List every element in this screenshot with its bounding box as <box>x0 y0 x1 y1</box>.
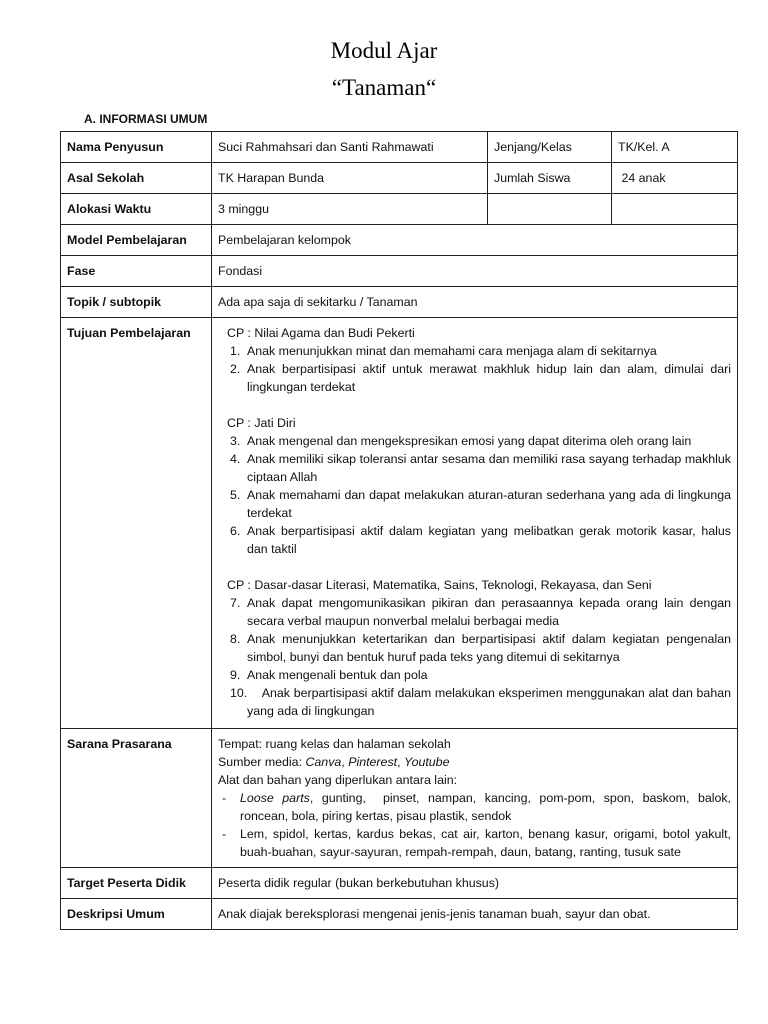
siswa-value: 24 anak <box>612 163 738 194</box>
fase-label: Fase <box>61 256 212 287</box>
table-row <box>61 287 738 318</box>
list-number: 3. <box>230 434 241 448</box>
table-row <box>61 132 738 163</box>
list-item <box>218 342 731 360</box>
deskripsi-label: Deskripsi Umum <box>61 899 212 930</box>
sekolah-value: TK Harapan Bunda <box>212 163 488 194</box>
list-item <box>218 450 731 486</box>
table-row <box>61 729 738 868</box>
sekolah-label: Asal Sekolah <box>61 163 212 194</box>
jenjang-value: TK/Kel. A <box>612 132 738 163</box>
list-item <box>218 486 731 522</box>
list-item <box>218 432 731 450</box>
document-subtitle: “Tanaman“ <box>331 75 437 100</box>
siswa-label: Jumlah Siswa <box>488 163 612 194</box>
media-pinterest: Pinterest <box>348 755 398 769</box>
cp-heading: CP : Nilai Agama dan Budi Pekerti <box>227 326 415 340</box>
objective-text: Anak mengenal dan mengekspresikan emosi yang dapat diterima oleh orang lain <box>247 434 692 448</box>
list-number: 8. <box>230 632 241 646</box>
sarana-content <box>212 729 738 868</box>
objective-text: Anak berpartisipasi aktif dalam kegiatan yang melibatkan gerak motorik kasar, halus dan taktil <box>247 524 731 556</box>
table-row <box>61 194 738 225</box>
table-row <box>61 899 738 930</box>
list-item <box>218 522 731 558</box>
objective-text: Anak berpartisipasi aktif untuk merawat makhluk hidup lain dan alam, dimulai dari lingkungan terdekat <box>247 362 731 394</box>
info-table <box>60 131 738 930</box>
list-number: 10. <box>230 686 248 700</box>
objective-text: Anak memiliki sikap toleransi antar sesama dan memiliki rasa sayang terhadap makhluk ciptaan Allah <box>247 452 731 484</box>
list-number: 1. <box>230 344 241 358</box>
objective-text: Anak berpartisipasi aktif dalam melakukan eksperimen menggunakan alat dan bahan yang ada di lingkungan <box>247 686 735 718</box>
empty-cell <box>488 194 612 225</box>
objective-list <box>218 432 731 558</box>
table-row <box>61 318 738 729</box>
fase-value: Fondasi <box>212 256 738 287</box>
list-number: 2. <box>230 362 241 376</box>
table-row <box>61 163 738 194</box>
target-value: Peserta didik regular (bukan berkebutuhan khusus) <box>212 868 738 899</box>
empty-cell <box>612 194 738 225</box>
table-row <box>61 256 738 287</box>
objective-text: Anak mengenali bentuk dan pola <box>247 668 428 682</box>
item-text: , gunting, pinset, nampan, kancing, pom-pom, spon, baskom, balok, roncean, bola, piring kertas, pisau plastik, sendok <box>240 791 735 823</box>
tujuan-label: Tujuan Pembelajaran <box>61 318 212 729</box>
list-item <box>218 684 735 720</box>
model-label: Model Pembelajaran <box>61 225 212 256</box>
target-label: Target Peserta Didik <box>61 868 212 899</box>
media-canva: Canva <box>305 755 342 769</box>
list-item <box>218 666 731 684</box>
sarana-tempat: Tempat: ruang kelas dan halaman sekolah <box>218 737 451 751</box>
list-number: 5. <box>230 488 241 502</box>
sarana-media <box>218 753 731 771</box>
objective-text: Anak dapat mengomunikasikan pikiran dan perasaannya kepada orang lain dengan secara verbal maupun nonverbal melalui berbagai media <box>247 596 731 628</box>
item-text: Lem, spidol, kertas, kardus bekas, cat air, karton, benang kasur, origami, botol yakult, buah-buahan, sayur-sayuran, rempah-rempah, daun, batang, ranting, tusuk sate <box>240 827 731 859</box>
cp-heading: CP : Dasar-dasar Literasi, Matematika, Sains, Teknologi, Rekayasa, dan Seni <box>227 578 652 592</box>
dash-bullet: - <box>222 827 227 841</box>
objective-text: Anak memahami dan dapat melakukan aturan-aturan sederhana yang ada di lingkunga terdekat <box>247 488 731 520</box>
deskripsi-value: Anak diajak bereksplorasi mengenai jenis-jenis tanaman buah, sayur dan obat. <box>212 899 738 930</box>
media-separator: , <box>341 755 349 769</box>
table-row <box>61 868 738 899</box>
table-row <box>61 225 738 256</box>
list-number: 7. <box>230 596 241 610</box>
objective-text: Anak menunjukkan ketertarikan dan berpartisipasi aktif dalam kegiatan pengenalan simbol, bunyi dan bentuk huruf pada teks yang ditemui di sekitarnya <box>247 632 731 664</box>
jenjang-label: Jenjang/Kelas <box>488 132 612 163</box>
topik-value: Ada apa saja di sekitarku / Tanaman <box>212 287 738 318</box>
section-heading: A. INFORMASI UMUM <box>84 112 208 126</box>
media-youtube: Youtube <box>403 755 450 769</box>
media-separator: , <box>397 755 404 769</box>
cp-heading: CP : Jati Diri <box>227 416 296 430</box>
alokasi-value: 3 minggu <box>212 194 488 225</box>
list-item <box>218 825 731 861</box>
loose-parts-text: Loose parts <box>240 791 310 805</box>
objective-list <box>218 594 735 720</box>
dash-bullet: - <box>222 791 227 805</box>
sarana-label: Sarana Prasarana <box>61 729 212 868</box>
objective-text: Anak menunjukkan minat dan memahami cara menjaga alam di sekitarnya <box>247 344 657 358</box>
document-title: Modul Ajar <box>330 38 438 63</box>
media-prefix: Sumber media: <box>218 755 306 769</box>
list-item <box>218 594 731 630</box>
model-value: Pembelajaran kelompok <box>212 225 738 256</box>
list-item <box>218 360 731 396</box>
topik-label: Topik / subtopik <box>61 287 212 318</box>
list-number: 6. <box>230 524 241 538</box>
sarana-alat-intro: Alat dan bahan yang diperlukan antara lain: <box>218 773 458 787</box>
list-item <box>218 630 731 666</box>
tujuan-content <box>212 318 738 729</box>
list-number: 4. <box>230 452 241 466</box>
alokasi-label: Alokasi Waktu <box>61 194 212 225</box>
penyusun-value: Suci Rahmahsari dan Santi Rahmawati <box>212 132 488 163</box>
list-number: 9. <box>230 668 241 682</box>
objective-list <box>218 342 731 396</box>
penyusun-label: Nama Penyusun <box>61 132 212 163</box>
list-item <box>218 789 735 825</box>
